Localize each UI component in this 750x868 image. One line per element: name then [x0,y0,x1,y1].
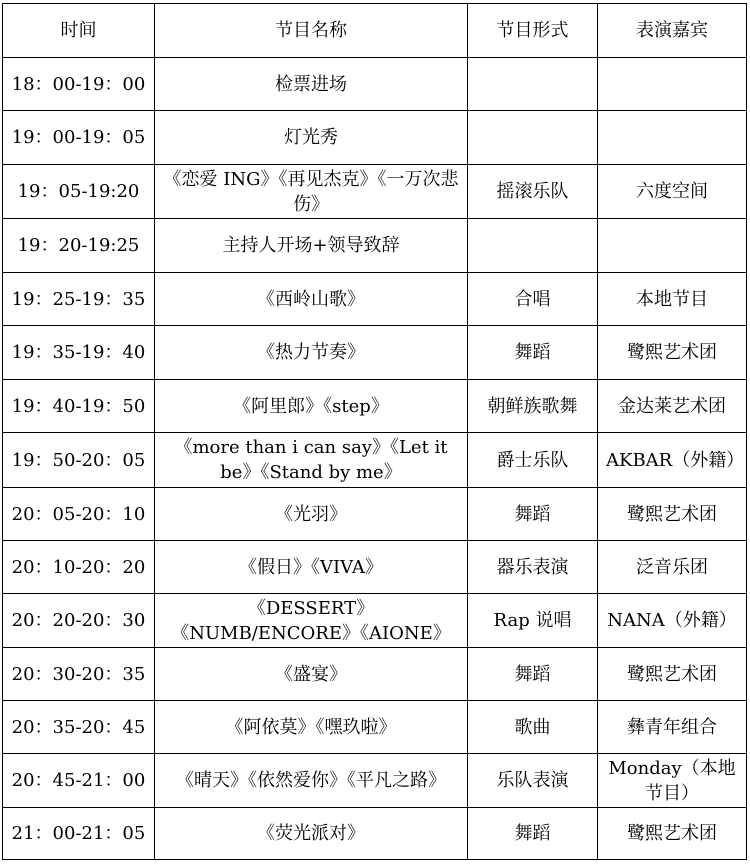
cell-program-form: 乐队表演 [468,754,598,808]
cell-guest [598,219,747,273]
cell-program-form: 摇滚乐队 [468,165,598,219]
table-row [3,433,747,488]
table-row [3,219,747,273]
cell-program-name: 《DESSERT》《NUMB/ENCORE》《AIONE》 [155,594,468,648]
header-time: 时间 [3,4,155,58]
cell-program-form: 舞蹈 [468,648,598,701]
table-row [3,754,747,808]
cell-guest [598,58,747,111]
cell-program-form: 舞蹈 [468,488,598,541]
header-program-name: 节目名称 [155,4,468,58]
table-row [3,648,747,701]
cell-program-name: 《阿依莫》《嘿玖啦》 [155,701,468,754]
table-row [3,165,747,219]
cell-guest: 鹭熙艺术团 [598,648,747,701]
cell-guest [598,111,747,165]
cell-time: 20：20-20：30 [3,594,155,648]
cell-program-form [468,219,598,273]
cell-program-name: 检票进场 [155,58,468,111]
table-row [3,273,747,326]
cell-guest: Monday（本地节目） [598,754,747,808]
cell-time: 21：00-21：05 [3,808,155,860]
table-row [3,701,747,754]
cell-time: 19：00-19：05 [3,111,155,165]
cell-time: 20：05-20：10 [3,488,155,541]
cell-time: 18：00-19：00 [3,58,155,111]
table-row [3,808,747,860]
cell-time: 19：35-19：40 [3,326,155,380]
program-schedule-table [2,3,747,860]
cell-program-name: 灯光秀 [155,111,468,165]
cell-guest: 彝青年组合 [598,701,747,754]
cell-time: 19：50-20：05 [3,433,155,488]
cell-time: 19：25-19：35 [3,273,155,326]
header-row [3,4,747,58]
cell-time: 20：35-20：45 [3,701,155,754]
cell-time: 19：20-19:25 [3,219,155,273]
table-row [3,594,747,648]
table-row [3,111,747,165]
cell-guest: 泛音乐团 [598,541,747,594]
cell-guest: AKBAR（外籍） [598,433,747,488]
cell-program-form: 歌曲 [468,701,598,754]
cell-guest: 金达莱艺术团 [598,380,747,433]
header-guest: 表演嘉宾 [598,4,747,58]
cell-time: 20：45-21：00 [3,754,155,808]
cell-program-name: 《晴天》《依然爱你》《平凡之路》 [155,754,468,808]
table-row [3,326,747,380]
cell-program-form [468,58,598,111]
cell-program-form: 朝鲜族歌舞 [468,380,598,433]
cell-program-form: 舞蹈 [468,808,598,860]
cell-program-name: 《盛宴》 [155,648,468,701]
cell-time: 20：10-20：20 [3,541,155,594]
cell-program-name: 主持人开场+领导致辞 [155,219,468,273]
table-row [3,380,747,433]
cell-program-name: 《more than i can say》《Let it be》《Stand by me》 [155,433,468,488]
cell-program-name: 《热力节奏》 [155,326,468,380]
cell-program-form: 器乐表演 [468,541,598,594]
table-row [3,488,747,541]
cell-guest: NANA（外籍） [598,594,747,648]
cell-program-name: 《荧光派对》 [155,808,468,860]
cell-guest: 本地节目 [598,273,747,326]
cell-program-form: Rap 说唱 [468,594,598,648]
cell-program-name: 《假日》《VIVA》 [155,541,468,594]
cell-program-name: 《西岭山歌》 [155,273,468,326]
cell-guest: 鹭熙艺术团 [598,808,747,860]
cell-guest: 鹭熙艺术团 [598,326,747,380]
cell-program-name: 《光羽》 [155,488,468,541]
cell-time: 19：40-19：50 [3,380,155,433]
cell-program-form [468,111,598,165]
cell-program-form: 爵士乐队 [468,433,598,488]
cell-program-form: 合唱 [468,273,598,326]
cell-time: 19：05-19:20 [3,165,155,219]
cell-program-name: 《恋爱 ING》《再见杰克》《一万次悲伤》 [155,165,468,219]
cell-program-form: 舞蹈 [468,326,598,380]
table-row [3,541,747,594]
cell-guest: 六度空间 [598,165,747,219]
cell-program-name: 《阿里郎》《step》 [155,380,468,433]
cell-guest: 鹭熙艺术团 [598,488,747,541]
table-row [3,58,747,111]
header-program-form: 节目形式 [468,4,598,58]
cell-time: 20：30-20：35 [3,648,155,701]
